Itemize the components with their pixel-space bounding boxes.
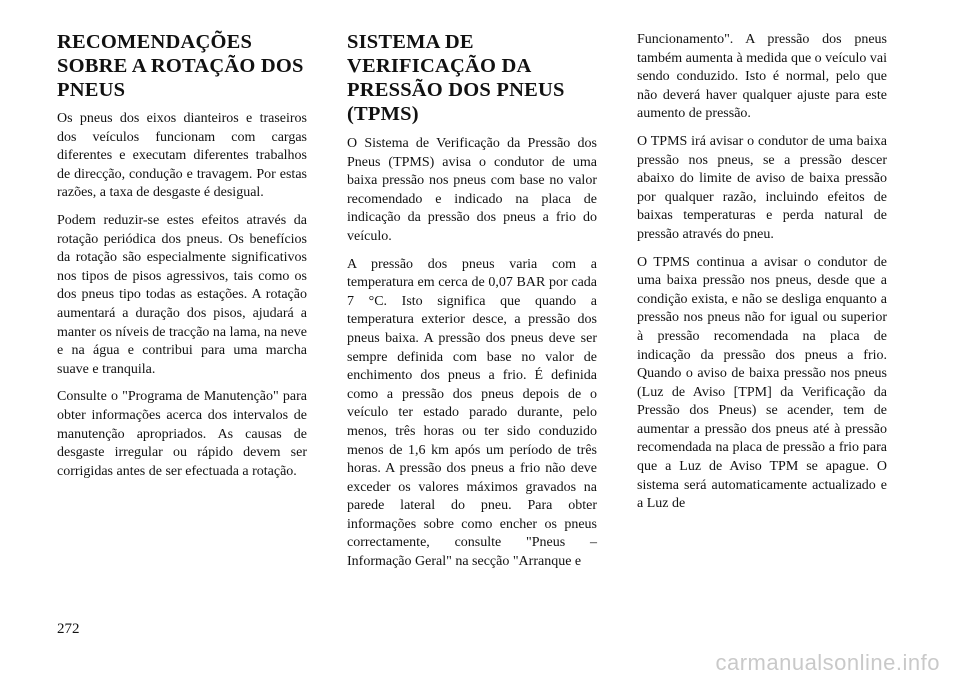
middle-column — [347, 30, 597, 581]
paragraph: A pressão dos pneus varia com a temperatura em cerca de 0,07 BAR por cada 7 °C. Isto significa que quando a temperatura exterior desce, a pressão dos pneus baixa. A pressão dos pneus deve ser sempre definida com base no valor de enchimento dos pneus a frio. É definida como a pressão dos pneus depois de o veículo ter estado parado durante, pelo menos, três horas ou ter sido conduzido menos de 1,6 km após um período de três horas. A pressão dos pneus a frio não deve exceder os valores máximos gravados na parede lateral do pneu. Para obter informações sobre como encher os pneus correctamente, consulte "Pneus – Informação Geral" na secção "Arranque e — [347, 256, 597, 570]
paragraph: O Sistema de Verificação da Pressão dos Pneus (TPMS) avisa o condutor de uma baixa pressão nos pneus com base no valor recomendado e indicado na placa de indicação da pressão dos pneus a frio do veículo. — [347, 136, 597, 244]
left-column — [57, 30, 307, 490]
page-number: 272 — [57, 621, 80, 637]
paragraph: Podem reduzir-se estes efeitos através da rotação periódica dos pneus. Os benefícios da rotação são especialmente significativos nos tipos de pisos agressivos, tais como os dos pneus tipo todas as estações. A rotação aumentará a duração dos pisos, ajudará a manter os níveis de tracção na lama, na neve e na água e contribui para uma marcha suave e tranquila. — [57, 212, 307, 377]
watermark: carmanualsonline.info — [715, 650, 940, 675]
section-heading-tpms: SISTEMA DE VERIFICAÇÃO DA PRESSÃO DOS PNEUS (TPMS) — [347, 31, 565, 125]
paragraph: O TPMS irá avisar o condutor de uma baixa pressão nos pneus, se a pressão descer abaixo do limite de aviso de baixa pressão por qualquer razão, incluindo efeitos de baixas temperaturas e perda natural de pressão através do pneu. — [637, 133, 887, 242]
right-column — [637, 31, 887, 523]
paragraph: O TPMS continua a avisar o condutor de uma baixa pressão nos pneus, desde que a condição exista, e não se desliga enquanto a pressão nos pneus não for igual ou superior à pressão recomendada na placa de indicação da pressão dos pneus a frio. Quando o aviso de baixa pressão nos pneus (Luz de Aviso [TPM] da Verificação da Pressão dos Pneus) se acender, tem de aumentar a pressão dos pneus até à pressão recomendada na placa de pressão a frio para que a Luz de Aviso TPM se apague. O sistema será automaticamente actualizado e a Luz de — [637, 254, 887, 512]
paragraph: Os pneus dos eixos dianteiros e traseiros dos veículos funcionam com cargas diferentes e executam diferentes trabalhos de direcção, condução e travagem. Por estas razões, a taxa de desgaste é desigual. — [57, 111, 307, 201]
paragraph: Funcionamento". A pressão dos pneus também aumenta à medida que o veículo vai sendo conduzido. Isto é normal, pelo que não deverá haver qualquer ajuste para este aumento de pressão. — [637, 32, 887, 122]
section-heading-tire-rotation: RECOMENDAÇÕES SOBRE A ROTAÇÃO DOS PNEUS — [57, 31, 304, 101]
paragraph: Consulte o "Programa de Manutenção" para obter informações acerca dos intervalos de manutenção apropriados. As causas de desgaste irregular ou rápido devem ser corrigidas antes de ser efectuada a rotação. — [57, 389, 307, 479]
